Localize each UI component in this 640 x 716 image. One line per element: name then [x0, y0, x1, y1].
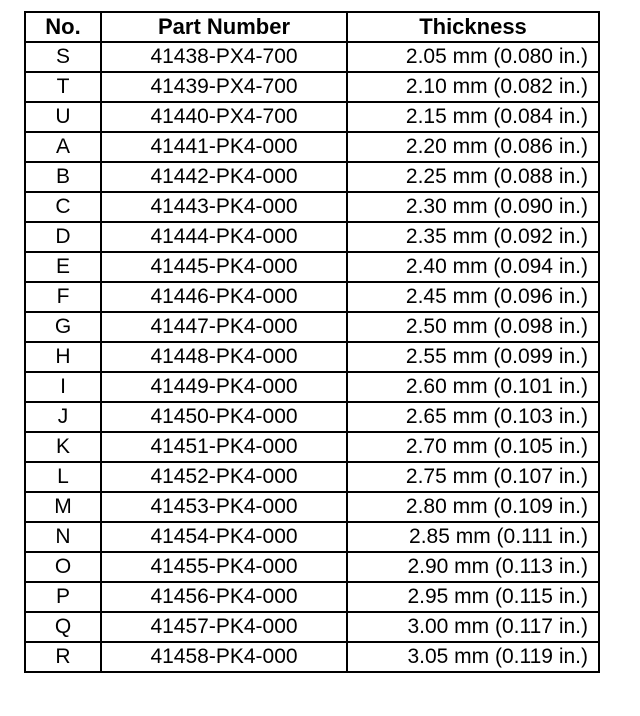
cell-part-number: 41443-PK4-000 [101, 192, 347, 222]
table-row [25, 72, 599, 102]
cell-part-number: 41441-PK4-000 [101, 132, 347, 162]
cell-part-number: 41450-PK4-000 [101, 402, 347, 432]
table-row [25, 192, 599, 222]
cell-no: I [25, 372, 101, 402]
table-row [25, 462, 599, 492]
cell-no: H [25, 342, 101, 372]
cell-thickness: 2.55 mm (0.099 in.) [347, 342, 599, 372]
cell-thickness: 2.35 mm (0.092 in.) [347, 222, 599, 252]
cell-no: M [25, 492, 101, 522]
table-row [25, 252, 599, 282]
table-row [25, 222, 599, 252]
cell-no: A [25, 132, 101, 162]
cell-no: O [25, 552, 101, 582]
cell-part-number: 41455-PK4-000 [101, 552, 347, 582]
cell-part-number: 41447-PK4-000 [101, 312, 347, 342]
cell-thickness: 2.45 mm (0.096 in.) [347, 282, 599, 312]
cell-part-number: 41453-PK4-000 [101, 492, 347, 522]
parts-table-container [24, 11, 600, 673]
cell-no: K [25, 432, 101, 462]
cell-no: B [25, 162, 101, 192]
table-row [25, 522, 599, 552]
table-header [25, 12, 599, 42]
table-row [25, 492, 599, 522]
table-row [25, 132, 599, 162]
cell-thickness: 2.95 mm (0.115 in.) [347, 582, 599, 612]
cell-part-number: 41452-PK4-000 [101, 462, 347, 492]
cell-thickness: 2.10 mm (0.082 in.) [347, 72, 599, 102]
cell-thickness: 2.75 mm (0.107 in.) [347, 462, 599, 492]
cell-part-number: 41439-PX4-700 [101, 72, 347, 102]
cell-no: U [25, 102, 101, 132]
cell-no: Q [25, 612, 101, 642]
cell-thickness: 3.00 mm (0.117 in.) [347, 612, 599, 642]
table-row [25, 582, 599, 612]
cell-part-number: 41442-PK4-000 [101, 162, 347, 192]
cell-part-number: 41457-PK4-000 [101, 612, 347, 642]
cell-thickness: 2.15 mm (0.084 in.) [347, 102, 599, 132]
cell-part-number: 41448-PK4-000 [101, 342, 347, 372]
table-row [25, 642, 599, 672]
cell-no: S [25, 42, 101, 72]
table-row [25, 162, 599, 192]
cell-thickness: 2.65 mm (0.103 in.) [347, 402, 599, 432]
table-row [25, 402, 599, 432]
cell-no: T [25, 72, 101, 102]
cell-no: F [25, 282, 101, 312]
cell-thickness: 2.20 mm (0.086 in.) [347, 132, 599, 162]
header-thickness: Thickness [347, 12, 599, 42]
cell-no: D [25, 222, 101, 252]
cell-no: L [25, 462, 101, 492]
cell-no: P [25, 582, 101, 612]
header-part-number: Part Number [101, 12, 347, 42]
cell-thickness: 2.30 mm (0.090 in.) [347, 192, 599, 222]
cell-part-number: 41451-PK4-000 [101, 432, 347, 462]
cell-thickness: 3.05 mm (0.119 in.) [347, 642, 599, 672]
cell-thickness: 2.80 mm (0.109 in.) [347, 492, 599, 522]
table-row [25, 612, 599, 642]
cell-part-number: 41454-PK4-000 [101, 522, 347, 552]
table-row [25, 372, 599, 402]
table-row [25, 312, 599, 342]
table-row [25, 432, 599, 462]
cell-thickness: 2.85 mm (0.111 in.) [347, 522, 599, 552]
header-row [25, 12, 599, 42]
cell-thickness: 2.40 mm (0.094 in.) [347, 252, 599, 282]
header-no: No. [25, 12, 101, 42]
table-row [25, 342, 599, 372]
cell-thickness: 2.25 mm (0.088 in.) [347, 162, 599, 192]
cell-no: R [25, 642, 101, 672]
cell-thickness: 2.05 mm (0.080 in.) [347, 42, 599, 72]
cell-no: N [25, 522, 101, 552]
cell-part-number: 41440-PX4-700 [101, 102, 347, 132]
cell-part-number: 41438-PX4-700 [101, 42, 347, 72]
cell-no: C [25, 192, 101, 222]
table-row [25, 552, 599, 582]
cell-thickness: 2.90 mm (0.113 in.) [347, 552, 599, 582]
cell-part-number: 41449-PK4-000 [101, 372, 347, 402]
table-row [25, 282, 599, 312]
table-row [25, 42, 599, 72]
parts-thickness-table [24, 11, 600, 673]
table-row [25, 102, 599, 132]
cell-part-number: 41446-PK4-000 [101, 282, 347, 312]
cell-part-number: 41458-PK4-000 [101, 642, 347, 672]
cell-thickness: 2.50 mm (0.098 in.) [347, 312, 599, 342]
cell-thickness: 2.70 mm (0.105 in.) [347, 432, 599, 462]
cell-no: J [25, 402, 101, 432]
cell-no: E [25, 252, 101, 282]
cell-no: G [25, 312, 101, 342]
table-body [25, 42, 599, 672]
cell-thickness: 2.60 mm (0.101 in.) [347, 372, 599, 402]
cell-part-number: 41444-PK4-000 [101, 222, 347, 252]
cell-part-number: 41445-PK4-000 [101, 252, 347, 282]
cell-part-number: 41456-PK4-000 [101, 582, 347, 612]
